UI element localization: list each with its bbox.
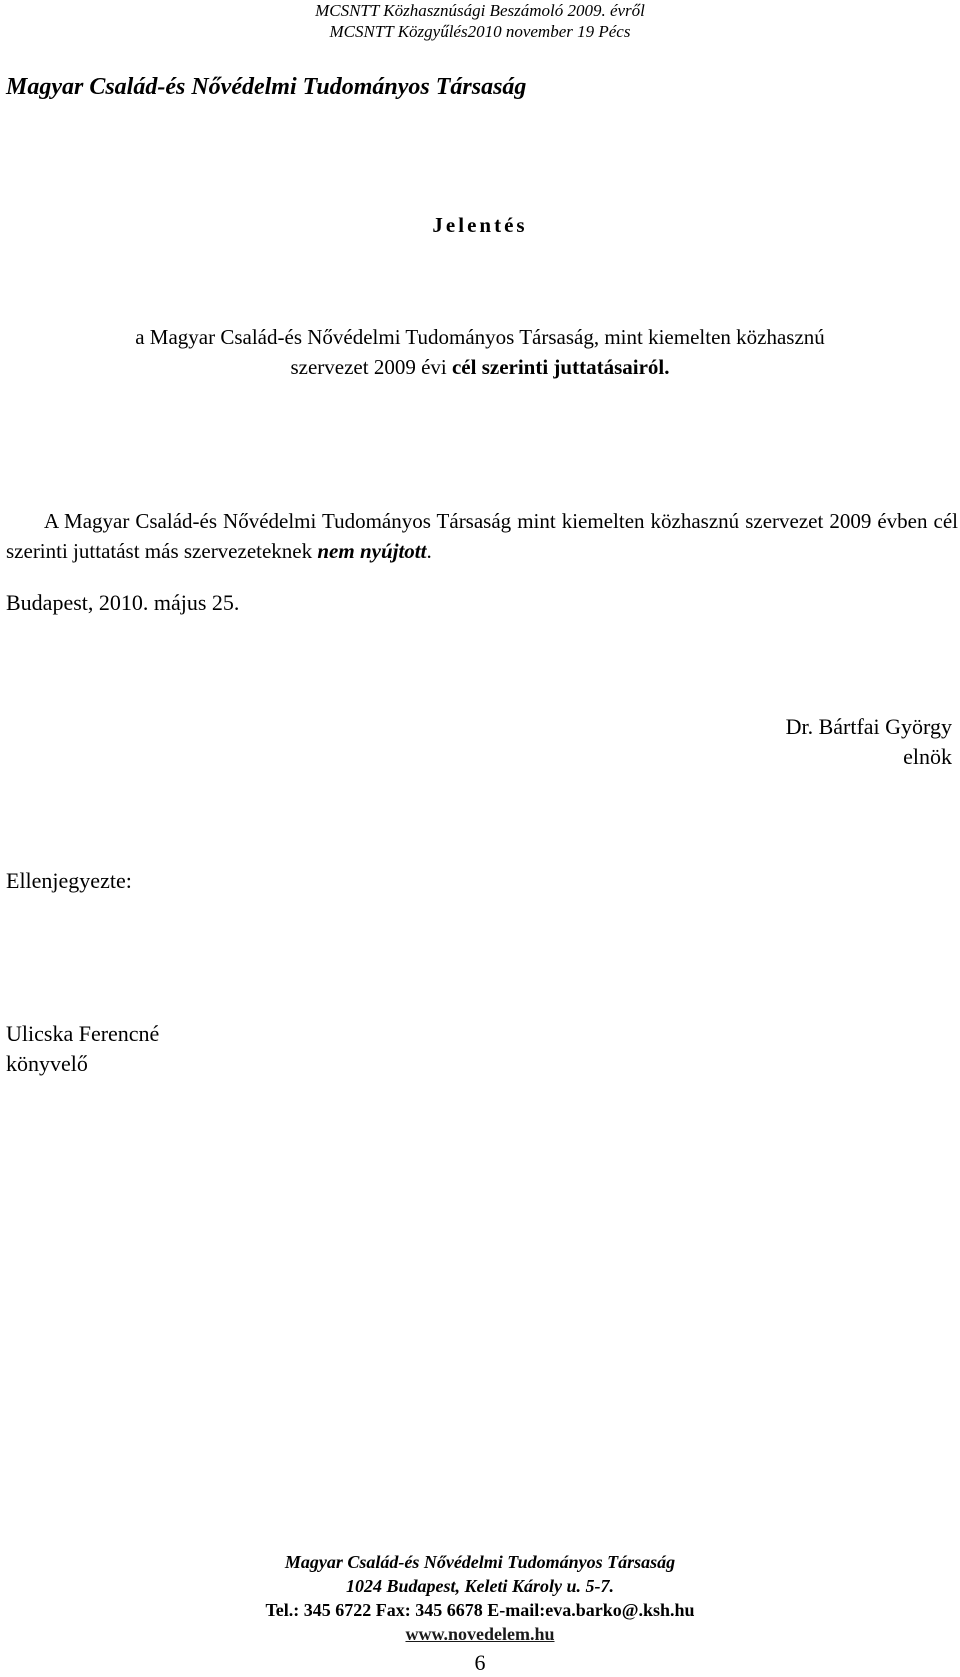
place-date: Budapest, 2010. május 25. [6, 590, 240, 615]
accountant-name: Ulicska Ferencné [6, 1021, 160, 1046]
subtitle-bold: cél szerinti juttatásairól. [451, 355, 670, 379]
accountant-role: könyvelő [6, 1051, 88, 1076]
paragraph-emphasis: nem nyújtott [317, 539, 427, 563]
page-number: 6 [474, 1650, 486, 1675]
signatory-role: elnök [903, 744, 952, 769]
subtitle-line-2 [0, 352, 960, 382]
footer-org: Magyar Család-és Nővédelmi Tudományos Társaság [284, 1552, 676, 1572]
footer-contact: Tel.: 345 6722 Fax: 345 6678 E-mail:eva.barko@.ksh.hu [265, 1600, 695, 1620]
footer-website-link[interactable]: www.novedelem.hu [405, 1624, 555, 1644]
subtitle-plain: szervezet 2009 évi [290, 355, 452, 379]
body-paragraph [6, 506, 958, 566]
paragraph-text: A Magyar Család-és Nővédelmi Tudományos Társaság mint kiemelten közhasznú szervezet 2009 évben cél szerinti juttatást más szervezeteknek [6, 509, 958, 563]
subtitle-line-1: a Magyar Család-és Nővédelmi Tudományos Társaság, mint kiemelten közhasznú [135, 325, 825, 349]
countersign-label: Ellenjegyezte: [6, 868, 132, 893]
accountant-block [6, 1019, 159, 1079]
running-header [0, 0, 960, 42]
organization-title: Magyar Család-és Nővédelmi Tudományos Társaság [6, 74, 527, 100]
paragraph-end: . [426, 539, 432, 563]
signatory-name: Dr. Bártfai György [785, 714, 952, 739]
signature-block [786, 712, 952, 772]
header-line-1: MCSNTT Közhasznúsági Beszámoló 2009. évről [315, 1, 645, 20]
body-section [6, 506, 958, 566]
footer-address: 1024 Budapest, Keleti Károly u. 5-7. [345, 1576, 614, 1596]
header-line-2: MCSNTT Közgyűlés2010 november 19 Pécs [329, 22, 631, 41]
report-subtitle [0, 322, 960, 382]
page-footer [0, 1550, 960, 1646]
report-title: Jelentés [432, 213, 528, 237]
